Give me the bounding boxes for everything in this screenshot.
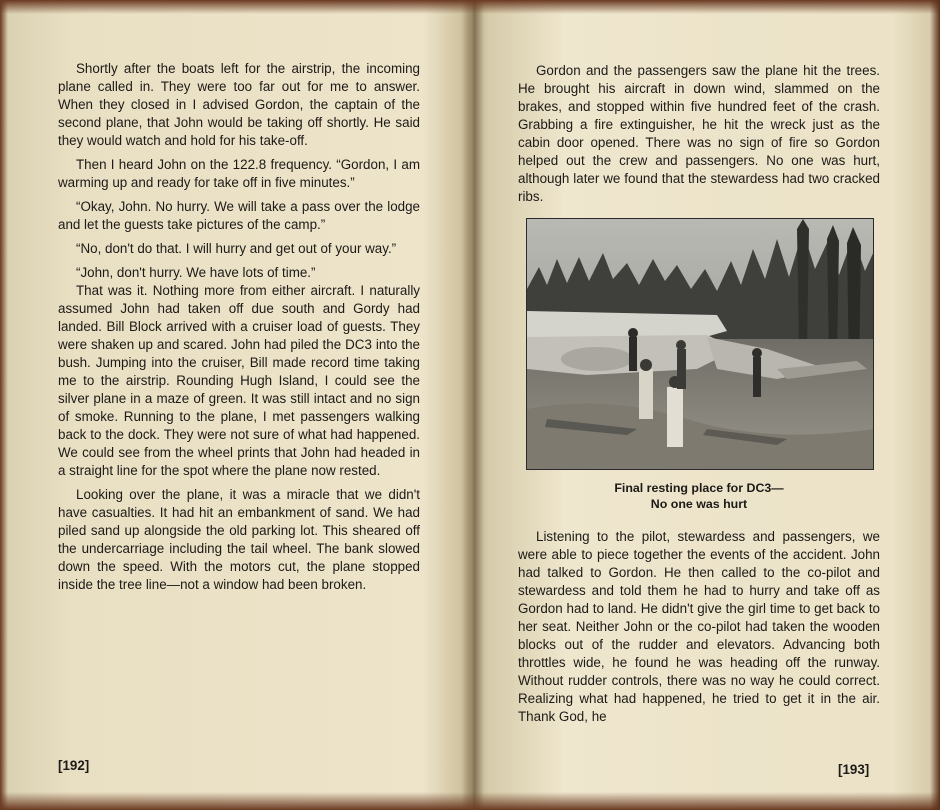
left-paragraph-5: “John, don't hurry. We have lots of time.” bbox=[76, 265, 316, 280]
left-paragraph-6: That was it. Nothing more from either aircraft. I naturally assumed John had taken off due south and Gordy had landed. Bill Block arrived with a cruiser load of guests. They were shaken up and scared. John had piled the DC3 into the bush. Jumping into the cruiser, Bill made record time taking me to the airstrip. Rounding Hugh Island, I could see the silver plane in a maze of green. It was still intact and no sign of smoke. Running to the plane, I met passengers walking back to the dock. They were not sure of what had happened. We could see from the wheel prints that John had headed in a straight line for the spot where the plane now rested. bbox=[58, 283, 420, 478]
book-edge-bottom bbox=[0, 792, 940, 810]
photo-caption-line-2: No one was hurt bbox=[650, 497, 748, 511]
crash-photo-image bbox=[527, 219, 874, 470]
book-edge-top bbox=[0, 0, 940, 14]
crash-photo bbox=[526, 218, 874, 470]
right-paragraph-1: Gordon and the passengers saw the plane hit the trees. He brought his aircraft in down wind, slammed on the brakes, and stopped within five hundred feet of the crash. Grabbing a fire extinguisher, he hit the wreck just as the cabin door opened. There was no sign of fire so Gordon helped out the crew and passengers. No one was hurt, although later we found that the stewardess had two cracked ribs. bbox=[518, 63, 880, 204]
photo-caption-line-1: Final resting place for DC3— bbox=[614, 481, 784, 495]
book-gutter bbox=[462, 0, 484, 810]
right-page bbox=[518, 62, 880, 726]
right-paragraph-2: Listening to the pilot, stewardess and passengers, we were able to piece together the events of the accident. John had talked to Gordon. He then called to the co-pilot and stewardess and told them he had to hurry and take off as Gordon had to land. He didn't give the girl time to get back to her seat. Neither John or the co-pilot had taken the wooden blocks out of the rudder and elevators. Advancing both throttles wide, he found he was heading off the runway. Without rudder controls, there was no way he could correct. Realizing what had happened, he tried to get it in the air. Thank God, he bbox=[518, 529, 880, 724]
left-paragraph-3: “Okay, John. No hurry. We will take a pass over the lodge and let the guests take pictures of the camp.” bbox=[58, 199, 420, 232]
book-edge-left bbox=[0, 0, 8, 810]
page-number-left: [192] bbox=[58, 758, 90, 773]
book-edge-right bbox=[930, 0, 940, 810]
left-paragraph-4: “No, don't do that. I will hurry and get out of your way.” bbox=[76, 241, 397, 256]
photo-caption bbox=[518, 480, 880, 512]
left-paragraph-2: Then I heard John on the 122.8 frequency. “Gordon, I am warming up and ready for take off in five minutes.” bbox=[58, 157, 420, 190]
left-paragraph-1: Shortly after the boats left for the airstrip, the incoming plane called in. They were too far out for me to answer. When they closed in I advised Gordon, the captain of the second plane, that John would be taking off shortly. He said they would watch and hold for his take-off. bbox=[58, 61, 420, 148]
left-page bbox=[58, 60, 420, 600]
left-paragraph-7: Looking over the plane, it was a miracle that we didn't have casualties. It had hit an embankment of sand. We had piled sand up alongside the old parking lot. This sheared off the undercarriage including the tail wheel. The bank slowed down the speed. With the motors cut, the plane stopped inside the tree line—not a window had been broken. bbox=[58, 487, 420, 592]
page-number-right: [193] bbox=[838, 762, 870, 777]
